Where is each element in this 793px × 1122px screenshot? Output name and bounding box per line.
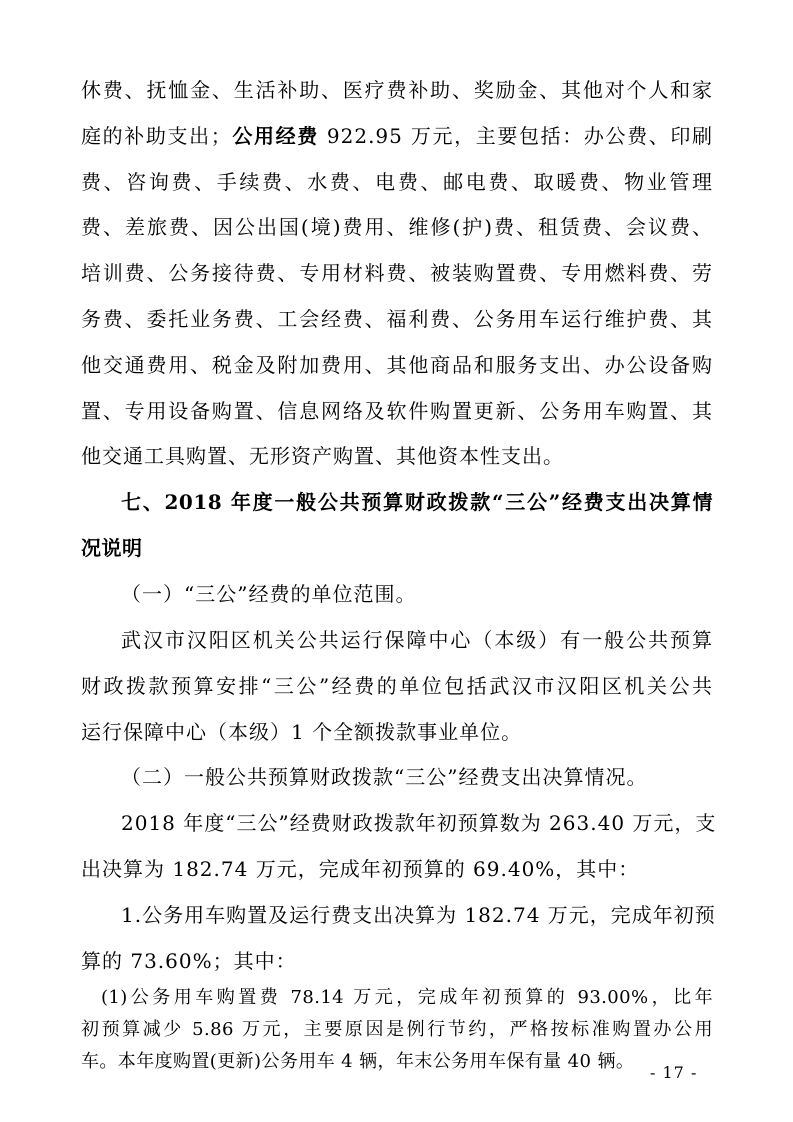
- public-funds-text: 922.95 万元，主要包括：办公费、印刷: [318, 124, 714, 148]
- subsection-2-title: （二）一般公共预算财政拨款“三公”经费支出决算情况。: [121, 765, 648, 789]
- body-line-2: [81, 124, 713, 148]
- body-line-8: 置、专用设备购置、信息网络及软件购置更新、公务用车购置、其: [81, 399, 713, 423]
- body-line-6: 务费、委托业务费、工会经费、福利费、公务用车运行维护费、其: [81, 307, 713, 331]
- public-funds-label: 公用经费: [231, 124, 319, 148]
- item-1a-line-3: 车。本年度购置(更新)公务用车 4 辆，年末公务用车保有量 40 辆。: [81, 1051, 635, 1072]
- section-7-title-line-2: 况说明: [81, 536, 143, 560]
- body-line-1: 休费、抚恤金、生活补助、医疗费补助、奖励金、其他对个人和家: [81, 78, 713, 102]
- body-line-9: 他交通工具购置、无形资产购置、其他资本性支出。: [81, 444, 564, 468]
- subsection-1-title: （一）“三公”经费的单位范围。: [121, 582, 417, 606]
- body-line-7: 他交通费用、税金及附加费用、其他商品和服务支出、办公设备购: [81, 353, 713, 377]
- subsection-2-line-1: 2018 年度“三公”经费财政拨款年初预算数为 263.40 万元，支: [121, 811, 717, 835]
- subsidy-end-text: 庭的补助支出；: [81, 124, 232, 148]
- subsection-1-line-2: 财政拨款预算安排“三公”经费的单位包括武汉市汉阳区机关公共: [81, 674, 713, 698]
- item-1-line-2: 算的 73.60%；其中：: [81, 949, 297, 973]
- body-line-5: 培训费、公务接待费、专用材料费、被装购置费、专用燃料费、劳: [81, 261, 713, 285]
- subsection-1-line-3: 运行保障中心（本级）1 个全额拨款事业单位。: [81, 720, 523, 744]
- body-line-4: 费、差旅费、因公出国(境)费用、维修(护)费、租赁费、会议费、: [81, 215, 713, 239]
- body-line-3: 费、咨询费、手续费、水费、电费、邮电费、取暖费、物业管理: [81, 170, 713, 194]
- subsection-1-line-1: 武汉市汉阳区机关公共运行保障中心（本级）有一般公共预算: [121, 628, 713, 652]
- item-1a-line-1: (1)公务用车购置费 78.14 万元，完成年初预算的 93.00%，比年: [101, 987, 713, 1008]
- page-number: - 17 -: [650, 1063, 698, 1082]
- item-1-line-1: 1.公务用车购置及运行费支出决算为 182.74 万元，完成年初预: [121, 903, 716, 927]
- item-1a-line-2: 初预算减少 5.86 万元，主要原因是例行节约，严格按标准购置办公用: [81, 1019, 713, 1040]
- subsection-2-line-2: 出决算为 182.74 万元，完成年初预算的 69.40%，其中：: [81, 857, 640, 881]
- section-7-title-line-1: 七、2018 年度一般公共预算财政拨款“三公”经费支出决算情: [121, 490, 713, 514]
